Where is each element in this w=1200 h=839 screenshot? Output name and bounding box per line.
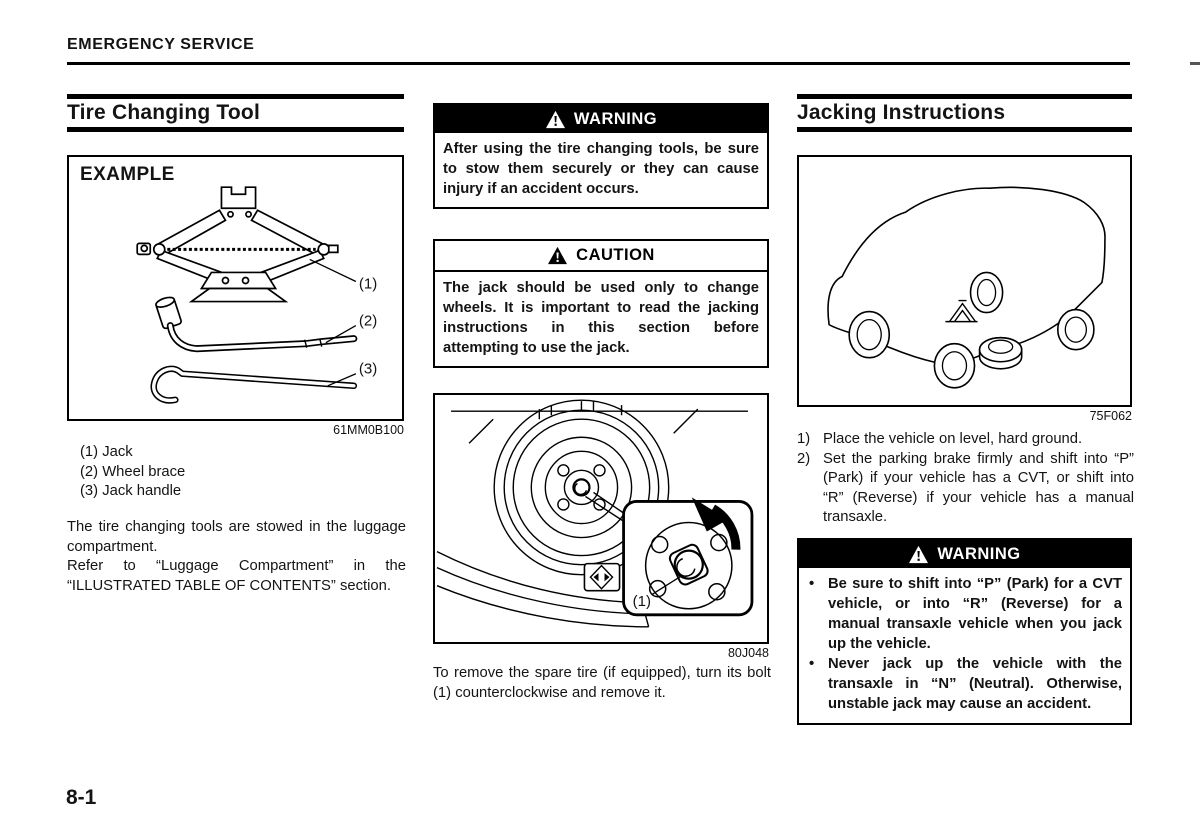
header-rule [67,62,1130,65]
warning-icon [908,545,929,564]
legend-item: (2) Wheel brace [80,463,186,480]
section-title: Tire Changing Tool [67,101,260,124]
page-header: EMERGENCY SERVICE [67,36,255,53]
section-heading-jacking-instructions [797,94,1132,132]
caution-text: The jack should be used only to change wheels. It is important to read the jacking instructions in this section before attempting to use the jack. [443,280,759,356]
heading-top-bar [67,94,404,99]
warning-title: WARNING [573,109,658,128]
jacking-steps [797,430,1134,528]
warning-body [435,133,767,207]
bullet-text: Never jack up the vehicle with the transaxle in “N” (Neutral). Otherwise, unstable jack may cause an accident. [828,656,1122,712]
warning-title: WARNING [937,544,1021,563]
section-heading-tire-changing-tool [67,94,404,132]
step-item [797,450,1134,528]
page-number: 8-1 [66,786,97,809]
step-number: 2) [797,450,811,467]
figure-spare-tire [433,393,769,644]
callout-bolt-label: (1) [632,592,651,610]
heading-bottom-bar [797,127,1132,132]
section-title: Jacking Instructions [797,101,1006,124]
paragraph: Refer to “Luggage Compartment” in the “ILLUSTRATED TABLE OF CONTENTS” section. [67,558,406,594]
jack-saddle [221,187,255,208]
vehicle-illustration [799,157,1130,405]
bullet-marker: • [809,576,815,592]
warning-text: After using the tire changing tools, be sure to stow them securely or they can cause injury if an accident occurs. [443,141,759,197]
legend-item: (3) Jack handle [80,483,182,499]
step-text: Place the vehicle on level, hard ground. [823,431,1083,447]
binding-mark [1190,62,1200,65]
step-number: 1) [797,431,811,447]
step-item [797,430,1134,450]
heading-bottom-bar [67,127,404,132]
warning-body [799,568,1130,723]
tools-illustration [69,157,402,419]
caution-icon [547,246,568,265]
callout-2-label: (2) [358,312,378,330]
callout-3-label: (3) [358,360,378,378]
spare-tire-illustration [435,395,767,642]
caution-body [435,272,767,366]
warning-header [435,105,767,133]
bullet-text: Be sure to shift into “P” (Park) for a CVT vehicle, or into “R” (Reverse) for a manual transaxle vehicle when you jack up the vehicle. [828,576,1122,652]
warning-bullet [807,654,1122,714]
legend-item: (1) Jack [80,444,133,460]
paragraph: To remove the spare tire (if equipped), turn its bolt (1) counterclockwise and remove it. [433,665,771,701]
figure-caption: 61MM0B100 [333,423,404,437]
warning-icon [545,110,566,129]
paragraph: The tire changing tools are stowed in the luggage compartment. [67,519,406,555]
caution-box-jack-use [433,239,769,368]
warning-box-stow-tools [433,103,769,209]
figure-caption: 80J048 [727,646,769,660]
tire-tools-paragraphs [67,518,406,596]
warning-header [799,540,1130,568]
bullet-marker: • [809,656,815,672]
figure-tire-changing-tools [67,155,404,421]
example-label: EXAMPLE [80,164,175,185]
figure-vehicle-jacking [797,155,1132,407]
warning-bullet [807,574,1122,654]
caution-title: CAUTION [576,246,655,264]
callout-1-label: (1) [358,275,378,293]
step-text: Set the parking brake firmly and shift into “P” (Park) if your vehicle has a CVT, or shift into “R” (Reverse) if your vehicle has a manual transaxle. [823,450,1134,525]
figure-caption: 75F062 [1089,409,1132,423]
caution-header [435,241,767,272]
spare-tire-paragraph [433,664,771,703]
heading-top-bar [797,94,1132,99]
warning-box-jacking [797,538,1132,725]
tool-legend [80,443,185,502]
